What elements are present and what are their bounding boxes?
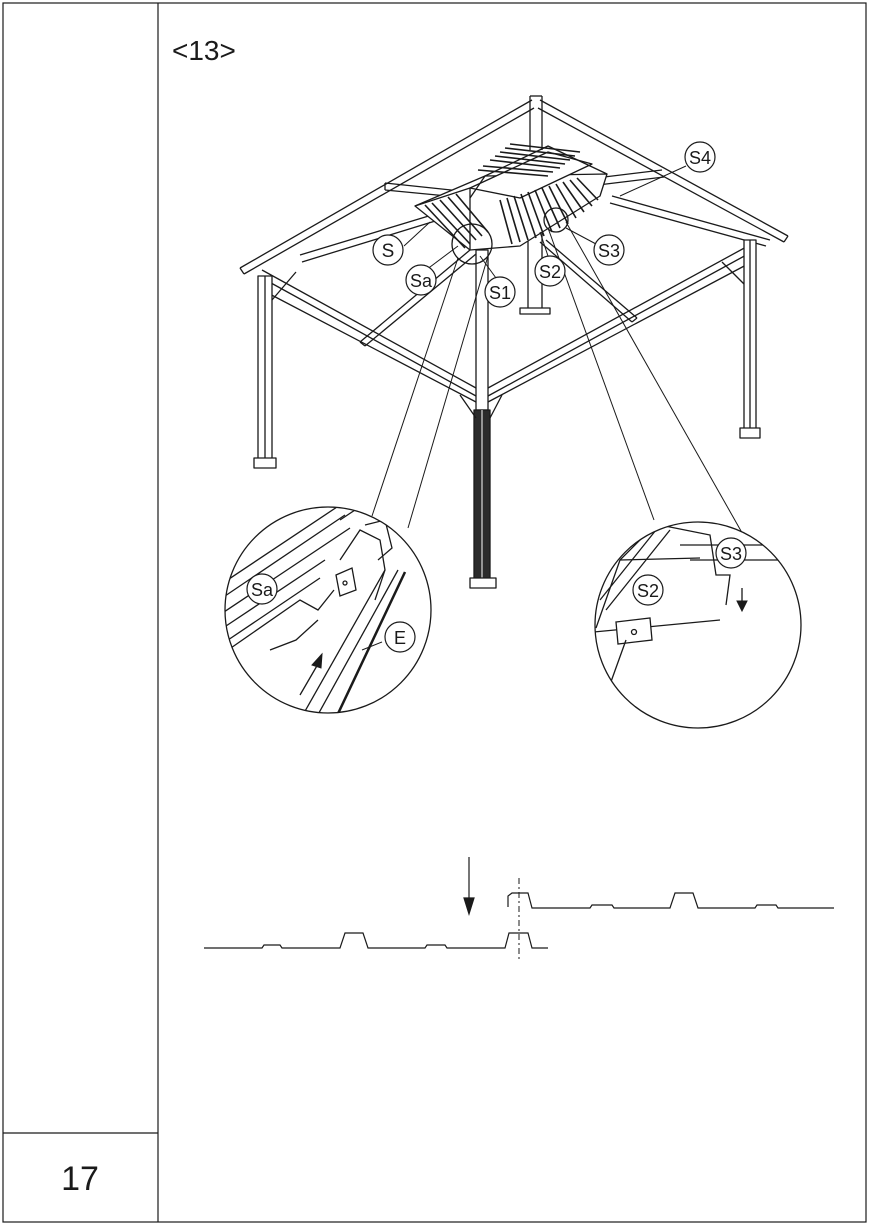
page-number: 17	[61, 1160, 99, 1198]
callout-s3-main	[594, 235, 624, 265]
upper-panel-profile	[508, 893, 834, 908]
callout-s1	[485, 277, 515, 307]
callout-s2-main-label: S2	[538, 262, 562, 282]
callout-s2-detail	[633, 575, 663, 605]
callout-s2-detail-label: S2	[636, 581, 660, 601]
right-post	[722, 240, 760, 438]
callout-e-label: E	[393, 628, 407, 648]
detail-left	[220, 500, 431, 720]
callout-s4-label: S4	[688, 148, 712, 168]
detail-right	[594, 522, 801, 728]
step-label: <13>	[172, 35, 236, 66]
callout-s3-detail	[716, 538, 746, 568]
callout-sa-main	[406, 265, 436, 295]
left-post	[254, 272, 296, 468]
callout-sa-detail-label: Sa	[250, 580, 274, 600]
callout-s3-main-label: S3	[597, 241, 621, 261]
callout-sa-main-label: Sa	[409, 271, 433, 291]
callout-s2-main	[535, 256, 565, 286]
callout-s3-detail-label: S3	[719, 544, 743, 564]
panel-overlap-profile	[204, 857, 834, 962]
callout-sa-detail	[247, 574, 277, 604]
callout-s	[373, 235, 403, 265]
callout-s1-label: S1	[488, 283, 512, 303]
callout-s-label: S	[381, 241, 395, 262]
callout-s4	[685, 142, 715, 172]
arrow-down-icon	[464, 857, 474, 914]
lower-panel-profile	[204, 933, 548, 948]
side-beams	[262, 246, 748, 402]
